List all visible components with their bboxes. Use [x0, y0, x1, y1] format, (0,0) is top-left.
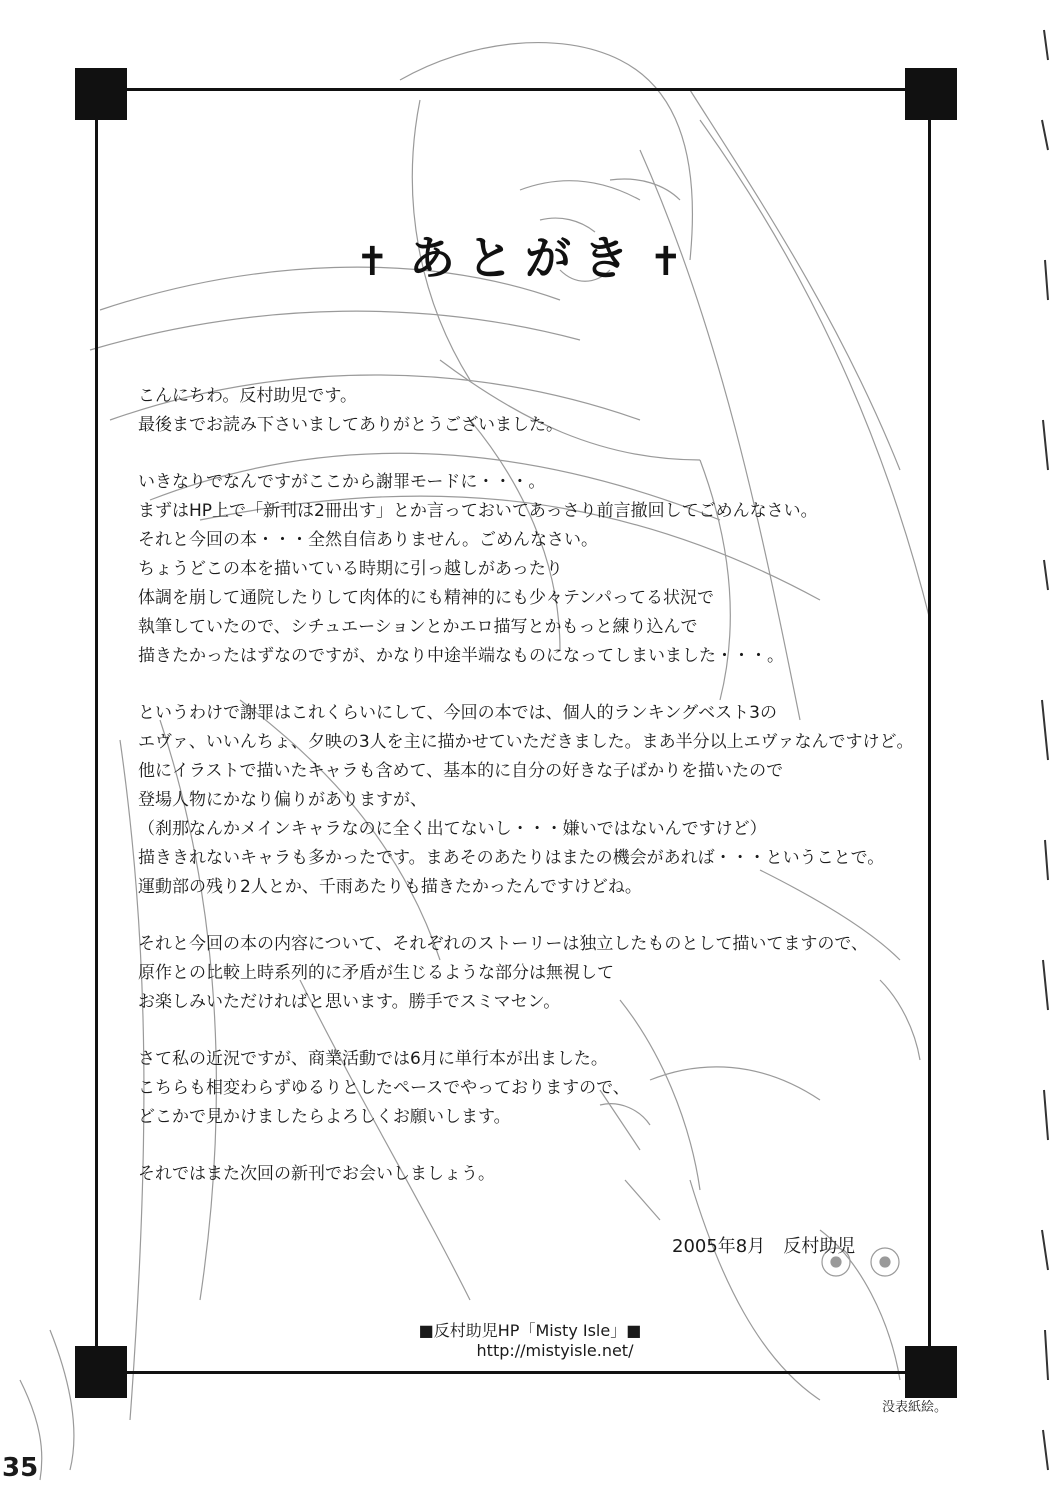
text-line: （刹那なんかメインキャラなのに全く出てないし・・・嫌いではないんですけど） — [138, 819, 767, 839]
text-line: さて私の近況ですが、商業活動では6月に単行本が出ました。 — [138, 1049, 608, 1069]
title-text: あとがき — [409, 231, 641, 285]
homepage-url[interactable]: http://mistyisle.net/ — [476, 1341, 634, 1360]
text-line: 原作との比較上時系列的に矛盾が生じるような部分は無視して — [138, 963, 614, 983]
text-line: いきなりでなんですがここから謝罪モードに・・・。 — [138, 472, 546, 492]
paragraph — [138, 1045, 918, 1132]
text-line: どこかで見かけましたらよろしくお願いします。 — [138, 1107, 511, 1127]
text-line: ちょうどこの本を描いている時期に引っ越しがあったり — [138, 559, 563, 579]
text-line: それと今回の本・・・全然自信ありません。ごめんなさい。 — [138, 530, 599, 550]
page-number: 35 — [2, 1453, 39, 1483]
text-line: エヴァ、いいんちょ、夕映の3人を主に描かせていただきました。まあ半分以上エヴァなんですけど。 — [138, 732, 914, 752]
scan-edge-marks — [1026, 0, 1050, 1490]
text-line: 最後までお読み下さいましてありがとうございました。 — [138, 415, 563, 435]
text-line: お楽しみいただければと思います。勝手でスミマセン。 — [138, 992, 561, 1012]
text-line: まずはHP上で「新刊は2冊出す」とか言っておいてあっさり前言撤回してごめんなさい。 — [138, 501, 818, 521]
text-line: こんにちわ。反村助児です。 — [138, 386, 357, 406]
cross-left-icon: ✝ — [355, 238, 401, 285]
text-line: 描ききれないキャラも多かったです。まあそのあたりはまたの機会があれば・・・ということで。 — [138, 848, 885, 868]
signature-date: 2005年8月 反村助児 — [672, 1236, 856, 1257]
paragraph — [138, 468, 918, 671]
paragraph — [138, 699, 918, 902]
paragraph — [138, 382, 918, 440]
corner-block-top-left — [75, 68, 127, 120]
paragraph — [138, 1160, 918, 1189]
text-line: 他にイラストで描いたキャラも含めて、基本的に自分の好きな子ばかりを描いたので — [138, 761, 784, 781]
afterword-body — [138, 382, 918, 1217]
text-line: 登場人物にかなり偏りがありますが、 — [138, 790, 427, 810]
cover-note: 没表紙絵。 — [882, 1400, 948, 1415]
afterword-title — [0, 222, 1050, 288]
text-line: それと今回の本の内容について、それぞれのストーリーは独立したものとして描いてますので、 — [138, 934, 868, 954]
homepage-title: ■反村助児HP「Misty Isle」■ — [418, 1321, 642, 1340]
paragraph — [138, 930, 918, 1017]
text-line: それではまた次回の新刊でお会いしましょう。 — [138, 1164, 495, 1184]
text-line: 体調を崩して通院したりして肉体的にも精神的にも少々テンパってる状況で — [138, 588, 714, 608]
text-line: というわけで謝罪はこれくらいにして、今回の本では、個人的ランキングベスト3の — [138, 703, 777, 723]
text-line: こちらも相変わらずゆるりとしたペースでやっておりますので、 — [138, 1078, 630, 1098]
text-line: 執筆していたので、シチュエーションとかエロ描写とかもっと練り込んで — [138, 617, 698, 637]
cross-right-icon: ✝ — [649, 238, 695, 285]
text-line: 運動部の残り2人とか、千雨あたりも描きたかったんですけどね。 — [138, 877, 642, 897]
corner-block-top-right — [905, 68, 957, 120]
text-line: 描きたかったはずなのですが、かなり中途半端なものになってしまいました・・・。 — [138, 646, 784, 666]
